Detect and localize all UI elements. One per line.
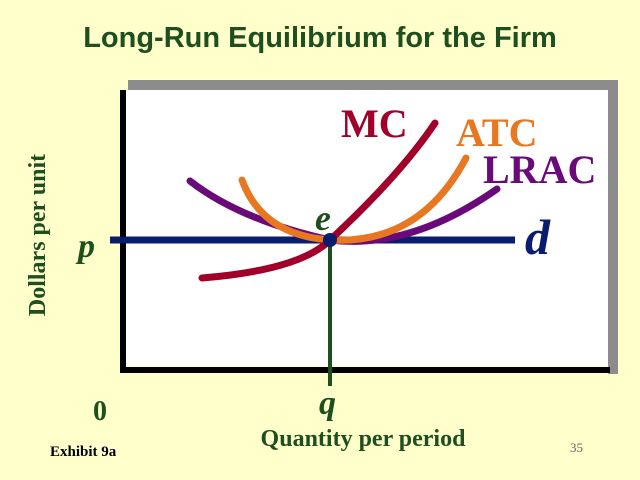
demand-label: d	[525, 209, 550, 265]
equilibrium-label: e	[315, 198, 331, 238]
atc-label: ATC	[456, 110, 538, 155]
price-label: p	[78, 228, 95, 265]
y-axis-label: Dollars per unit	[25, 153, 51, 317]
page-title: Long-Run Equilibrium for the Firm	[83, 22, 557, 54]
lrac-label: LRAC	[483, 147, 597, 192]
quantity-label: q	[319, 385, 336, 422]
slide-number: 35	[570, 440, 583, 455]
x-axis-label: Quantity per period	[260, 426, 466, 452]
mc-label: MC	[341, 101, 408, 146]
origin-label: 0	[93, 396, 107, 427]
exhibit-label: Exhibit 9a	[50, 444, 117, 460]
